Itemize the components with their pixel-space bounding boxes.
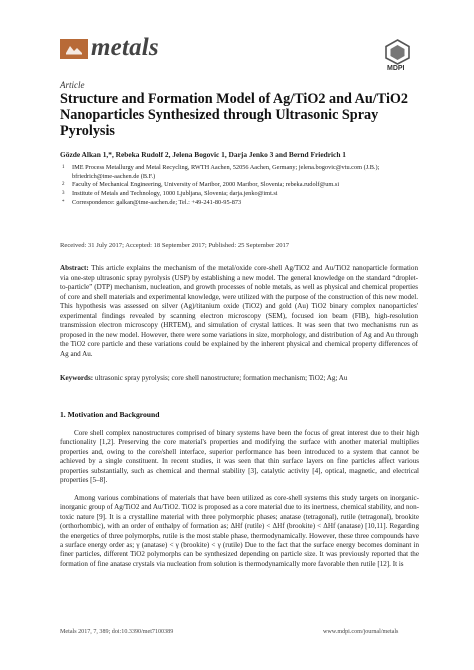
publisher-name: MDPI xyxy=(387,65,405,72)
article-type: Article xyxy=(60,80,85,90)
section-heading: 1. Motivation and Background xyxy=(60,410,160,419)
body-text xyxy=(60,429,419,577)
correspondence: * Correspondence: galkan@ime-aachen.de; Tel.: +49-241-80-95-873 xyxy=(62,198,242,206)
journal-logo-icon xyxy=(60,39,88,59)
abstract xyxy=(60,264,418,359)
footer-citation: Metals 2017, 7, 389; doi:10.3390/met7100389 xyxy=(60,629,174,635)
paragraph-1: Core shell complex nanostructures comprised of binary systems have been the focus of great interest due to their high functionality [1,2]. Preserving the core material's properties and modifying the surface with another material multiplies properties and, owing to the core/shell interface, superior performance has been introduced to a system that cannot be achieved by a single constituent. In recent studies, it was seen that thin surface layers on fine particles affect various properties substantially, such as chemical and thermal stability [3], catalytic activity [4], optical, magnetic, and electrical properties [5–8]. xyxy=(60,429,419,485)
keywords xyxy=(60,374,420,384)
keywords-label: Keywords: xyxy=(60,374,94,382)
journal-name: metals xyxy=(91,34,159,61)
paper-title: Structure and Formation Model of Ag/TiO2 and Au/TiO2 Nanoparticles Synthesized through Ultrasonic Spray Pyrolysis xyxy=(60,91,409,139)
keywords-text: ultrasonic spray pyrolysis; core shell nanostructure; formation mechanism; TiO2; Ag; Au xyxy=(94,374,348,382)
mdpi-logo-icon xyxy=(384,39,411,65)
abstract-text: This article explains the mechanism of the metal/oxide core-shell Ag/TiO2 and Au/TiO2 nanoparticle formation via one-step ultrasonic spray pyrolysis (USP) by establishing a new model. The general knowledge on the standard “droplet-to-particle” (DTP) mechanism, nucleation, and growth processes of noble metals, as well as physical and chemical properties of core and shell materials and experimental knowledge, were utilized with the purpose of the construction of this new model. This hypothesis was assessed on silver (Ag)/titanium oxide (TiO2) and gold (Au) TiO2 binary complex nanoparticles' experimental findings revealed by scanning electron microscopy (SEM), focused ion beam (FIB), high-resolution transmission electron microscopy (HRTEM), and simulation of crystal lattices. It was seen that two mechanisms run as proposed in the new model. However, there were some variations in size, morphology, and distribution of Ag and Au through the TiO2 core particle and these variations could be explained by the inherent physical and chemical property differences of Ag and Au. xyxy=(60,264,418,358)
footer-url[interactable]: www.mdpi.com/journal/metals xyxy=(323,629,399,635)
abstract-label: Abstract: xyxy=(60,264,89,272)
affiliation-3: 3 Institute of Metals and Technology, 1000 Ljubljana, Slovenia; darja.jenko@imt.si xyxy=(62,190,278,198)
author-list: Gözde Alkan 1,*, Rebeka Rudolf 2, Jelena Bogovic 1, Darja Jenko 3 and Bernd Friedrich 1 xyxy=(60,150,346,159)
affiliations xyxy=(60,164,420,208)
paragraph-2: Among various combinations of materials that have been utilized as core-shell systems this study targets on inorganic-inorganic group of Ag/TiO2 and Au/TiO2. TiO2 is proposed as a core material due to its inertness, chemical stability, and non-toxic nature [9]. It is a crystalline material with three polymorphic phases; anatase (tetragonal), rutile (tetragonal), brookite (orthorhombic), with an order of enthalpy of formation as; ΔHf (rutile) < ΔHf (brookite) < ΔHf (anatase) [10,11]. Regarding the energetics of three polymorphs, rutile is the most stable phase, thermodynamically. However, these three compounds have a surface energy order as; γ (anatase) < γ (brookite) < γ (rutile) Due to the fact that the surface energy becomes dominant in finer particles, different TiO2 polymorphs can be synthesized depending on particle size. It was previously reported that the formation of fine anatase crystals via nucleation from solution is thermodynamically more favorable then rutile [12]. It is xyxy=(60,493,419,568)
affiliation-1: 1 IME Process Metallurgy and Metal Recycling, RWTH Aachen, 52056 Aachen, Germany; jelena.bogovic@vtu.com (J.B.); bfriedrich@ime-aachen.de (B.F.) xyxy=(62,164,380,180)
publication-dates: Received: 31 July 2017; Accepted: 18 September 2017; Published: 25 September 2017 xyxy=(60,242,290,249)
affiliation-2: 2 Faculty of Mechanical Engineering, University of Maribor, 2000 Maribor, Slovenia; rebeka.rudolf@um.si xyxy=(62,181,340,189)
